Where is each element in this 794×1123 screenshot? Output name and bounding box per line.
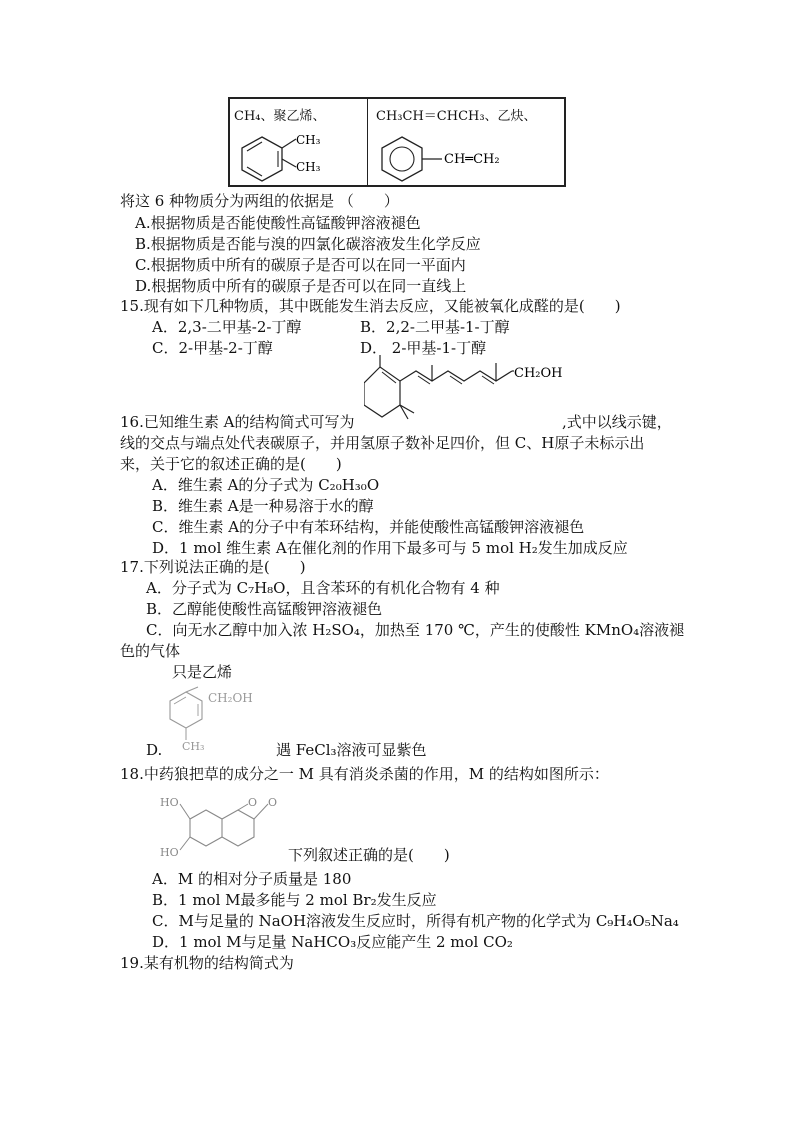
m-ho-top: HO xyxy=(160,796,179,809)
q17-option-c-line3: 只是乙烯 xyxy=(172,663,233,681)
xylene-methyl-2: CH₃ xyxy=(296,160,321,174)
q17-option-b: B．乙醇能使酸性高锰酸钾溶液褪色 xyxy=(146,600,383,618)
compound-m-structure xyxy=(156,788,286,868)
q15-option-d: D． 2-甲基-1-丁醇 xyxy=(360,339,487,357)
q17-option-d-label: D. xyxy=(146,741,163,759)
q17-option-c-line1: C．向无水乙醇中加入浓 H₂SO₄，加热至 170 ℃，产生的使酸性 KMnO₄溶液褪 xyxy=(146,621,685,639)
q16-option-d: D．1 mol 维生素 A在催化剂的作用下最多可与 5 mol H₂发生加成反应 xyxy=(152,539,628,557)
styrene-vinyl: CH═CH₂ xyxy=(444,152,500,167)
vitamin-a-ch2oh: CH₂OH xyxy=(514,366,563,381)
vitamin-a-structure xyxy=(364,355,574,430)
o-xylene-structure xyxy=(232,125,342,183)
q17-option-a: A．分子式为 C₇H₈O，且含苯环的有机化合物有 4 种 xyxy=(146,579,500,597)
q16-stem-d: 来，关于它的叙述正确的是( ) xyxy=(120,455,342,473)
q14-option-c: C.根据物质中所有的碳原子是否可以在同一平面内 xyxy=(135,256,466,274)
m-o-ring: O xyxy=(248,796,258,809)
q16-option-b: B．维生素 A是一种易溶于水的醇 xyxy=(152,497,374,515)
q17-option-d-text: 遇 FeCl₃溶液可显紫色 xyxy=(276,741,427,759)
q16-stem-b: ,式中以线示键， xyxy=(562,413,672,431)
q15-option-b: B．2,2-二甲基-1-丁醇 xyxy=(360,318,510,336)
q18-option-a: A．M 的相对分子质量是 180 xyxy=(152,870,352,888)
q15-option-a: A．2,3-二甲基-2-丁醇 xyxy=(152,318,302,336)
q18-stem: 18.中药狼把草的成分之一 M 具有消炎杀菌的作用，M 的结构如图所示： xyxy=(120,765,609,783)
table-cell-2-text: CH₃CH＝CHCH₃、乙炔、 xyxy=(376,109,537,124)
q16-stem-c: 线的交点与端点处代表碳原子，并用氢原子数补足四价，但 C、H原子未标示出 xyxy=(120,434,645,452)
structure-table xyxy=(228,97,566,187)
table-cell-1-text: CH₄、聚乙烯、 xyxy=(234,109,326,124)
styrene-structure xyxy=(376,125,556,183)
m-o-carbonyl: O xyxy=(268,796,278,809)
q18-option-b: B．1 mol M最多能与 2 mol Br₂发生反应 xyxy=(152,891,437,909)
m-ho-bottom: HO xyxy=(160,846,179,859)
q14-option-b: B.根据物质是否能与溴的四氯化碳溶液发生化学反应 xyxy=(135,235,481,253)
benzyl-ch3-label: CH₃ xyxy=(182,740,205,750)
q18-ask: 下列叙述正确的是( ) xyxy=(288,846,450,864)
benzyl-alcohol-structure xyxy=(164,684,284,750)
q18-option-c: C．M与足量的 NaOH溶液发生反应时，所得有机产物的化学式为 C₉H₄O₅Na₄ xyxy=(152,912,679,930)
q17-stem: 17.下列说法正确的是( ) xyxy=(120,558,306,576)
q19-stem: 19.某有机物的结构简式为 xyxy=(120,954,294,972)
q14-option-a: A.根据物质是否能使酸性高锰酸钾溶液褪色 xyxy=(135,214,421,232)
q16-option-a: A．维生素 A的分子式为 C₂₀H₃₀O xyxy=(152,476,380,494)
table-divider xyxy=(367,99,368,185)
q16-stem-a: 16.已知维生素 A的结构简式可写为 xyxy=(120,413,355,431)
xylene-methyl-1: CH₃ xyxy=(296,133,321,147)
q17-option-c-line2: 色的气体 xyxy=(120,642,181,660)
q14-option-d: D.根据物质中所有的碳原子是否可以在同一直线上 xyxy=(135,277,467,295)
q14-stem: 将这 6 种物质分为两组的依据是 （ ） xyxy=(120,192,399,210)
q18-option-d: D．1 mol M与足量 NaHCO₃反应能产生 2 mol CO₂ xyxy=(152,933,513,951)
benzyl-ch2oh-label: CH₂OH xyxy=(208,691,253,705)
q16-option-c: C．维生素 A的分子中有苯环结构，并能使酸性高锰酸钾溶液褪色 xyxy=(152,518,585,536)
q15-stem: 15.现有如下几种物质，其中既能发生消去反应，又能被氧化成醛的是( ) xyxy=(120,297,621,315)
q15-option-c: C．2-甲基-2-丁醇 xyxy=(152,339,273,357)
